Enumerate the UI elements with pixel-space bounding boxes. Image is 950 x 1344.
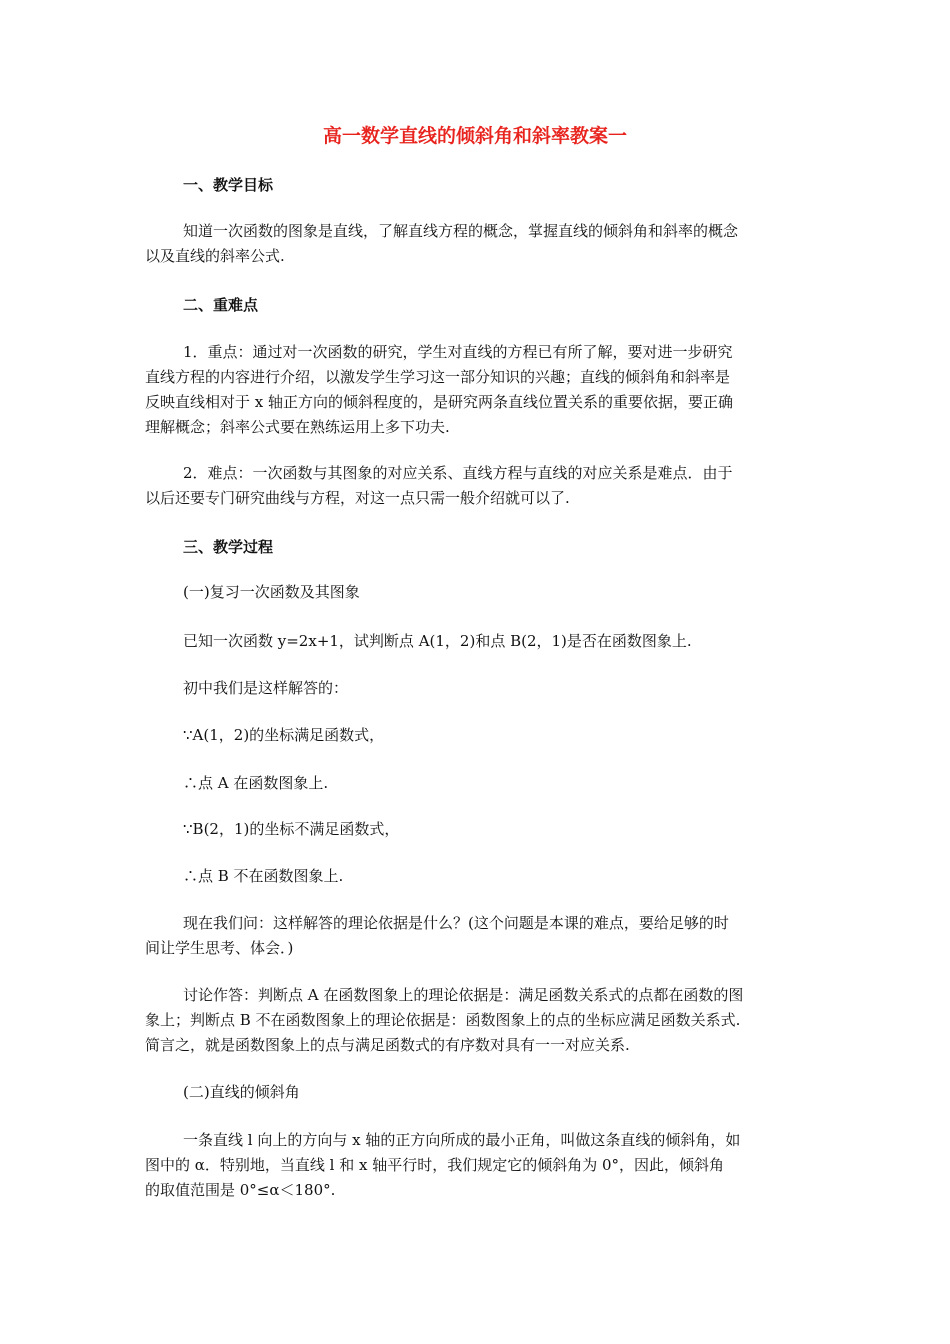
paragraph-inclination-angle: [145, 1128, 805, 1203]
paragraph-line: 1．重点：通过对一次函数的研究，学生对直线的方程已有所了解，要对进一步研究: [183, 343, 733, 361]
solution-line: ∴点 A 在函数图象上.: [183, 774, 329, 792]
paragraph-line: 图中的 α．特别地，当直线 l 和 x 轴平行时，我们规定它的倾斜角为 0°，因此，倾斜角: [145, 1156, 725, 1174]
question-line: 已知一次函数 y=2x+1，试判断点 A(1，2)和点 B(2，1)是否在函数图象上.: [183, 632, 692, 650]
solution-line: ∴点 B 不在函数图象上.: [183, 867, 344, 885]
paragraph-line: 知道一次函数的图象是直线，了解直线方程的概念，掌握直线的倾斜角和斜率的概念: [183, 222, 739, 240]
paragraph-key-point-1: [145, 340, 805, 440]
paragraph-discussion: [145, 983, 805, 1058]
paragraph-line: 间让学生思考、体会．): [145, 939, 294, 957]
solution-line: ∵A(1，2)的坐标满足函数式，: [183, 726, 385, 744]
paragraph-line: 一条直线 l 向上的方向与 x 轴的正方向所成的最小正角，叫做这条直线的倾斜角，如: [183, 1131, 741, 1149]
text-line: 初中我们是这样解答的：: [183, 679, 349, 697]
paragraph-line: 的取值范围是 0°≤α＜180°.: [145, 1181, 336, 1199]
paragraph-key-point-2: [145, 461, 805, 511]
paragraph-line: 现在我们问：这样解答的理论依据是什么？(这个问题是本课的难点，要给足够的时: [183, 914, 729, 932]
subsection-heading-inclination: (二)直线的倾斜角: [183, 1083, 300, 1101]
paragraph-line: 简言之，就是函数图象上的点与满足函数式的有序数对具有一一对应关系.: [145, 1036, 630, 1054]
solution-line: ∵B(2，1)的坐标不满足函数式，: [183, 820, 400, 838]
subsection-heading-review: (一)复习一次函数及其图象: [183, 583, 360, 601]
paragraph-line: 2．难点：一次函数与其图象的对应关系、直线方程与直线的对应关系是难点．由于: [183, 464, 733, 482]
paragraph-question: [145, 911, 805, 961]
paragraph-line: 反映直线相对于 x 轴正方向的倾斜程度的，是研究两条直线位置关系的重要依据，要正确: [145, 393, 733, 411]
paragraph-line: 讨论作答：判断点 A 在函数图象上的理论依据是：满足函数关系式的点都在函数的图: [183, 986, 744, 1004]
paragraph-goals: [145, 219, 805, 269]
section-heading-key-points: 二、重难点: [183, 296, 259, 314]
paragraph-line: 以后还要专门研究曲线与方程，对这一点只需一般介绍就可以了.: [145, 489, 570, 507]
document-title: 高一数学直线的倾斜角和斜率教案一: [322, 125, 627, 147]
paragraph-line: 象上；判断点 B 不在函数图象上的理论依据是：函数图象上的点的坐标应满足函数关系式.: [145, 1011, 741, 1029]
section-heading-process: 三、教学过程: [183, 538, 274, 556]
paragraph-line: 直线方程的内容进行介绍，以激发学生学习这一部分知识的兴趣；直线的倾斜角和斜率是: [145, 368, 731, 386]
paragraph-line: 以及直线的斜率公式.: [145, 247, 285, 265]
section-heading-goals: 一、教学目标: [183, 176, 274, 194]
paragraph-line: 理解概念；斜率公式要在熟练运用上多下功夫.: [145, 418, 450, 436]
